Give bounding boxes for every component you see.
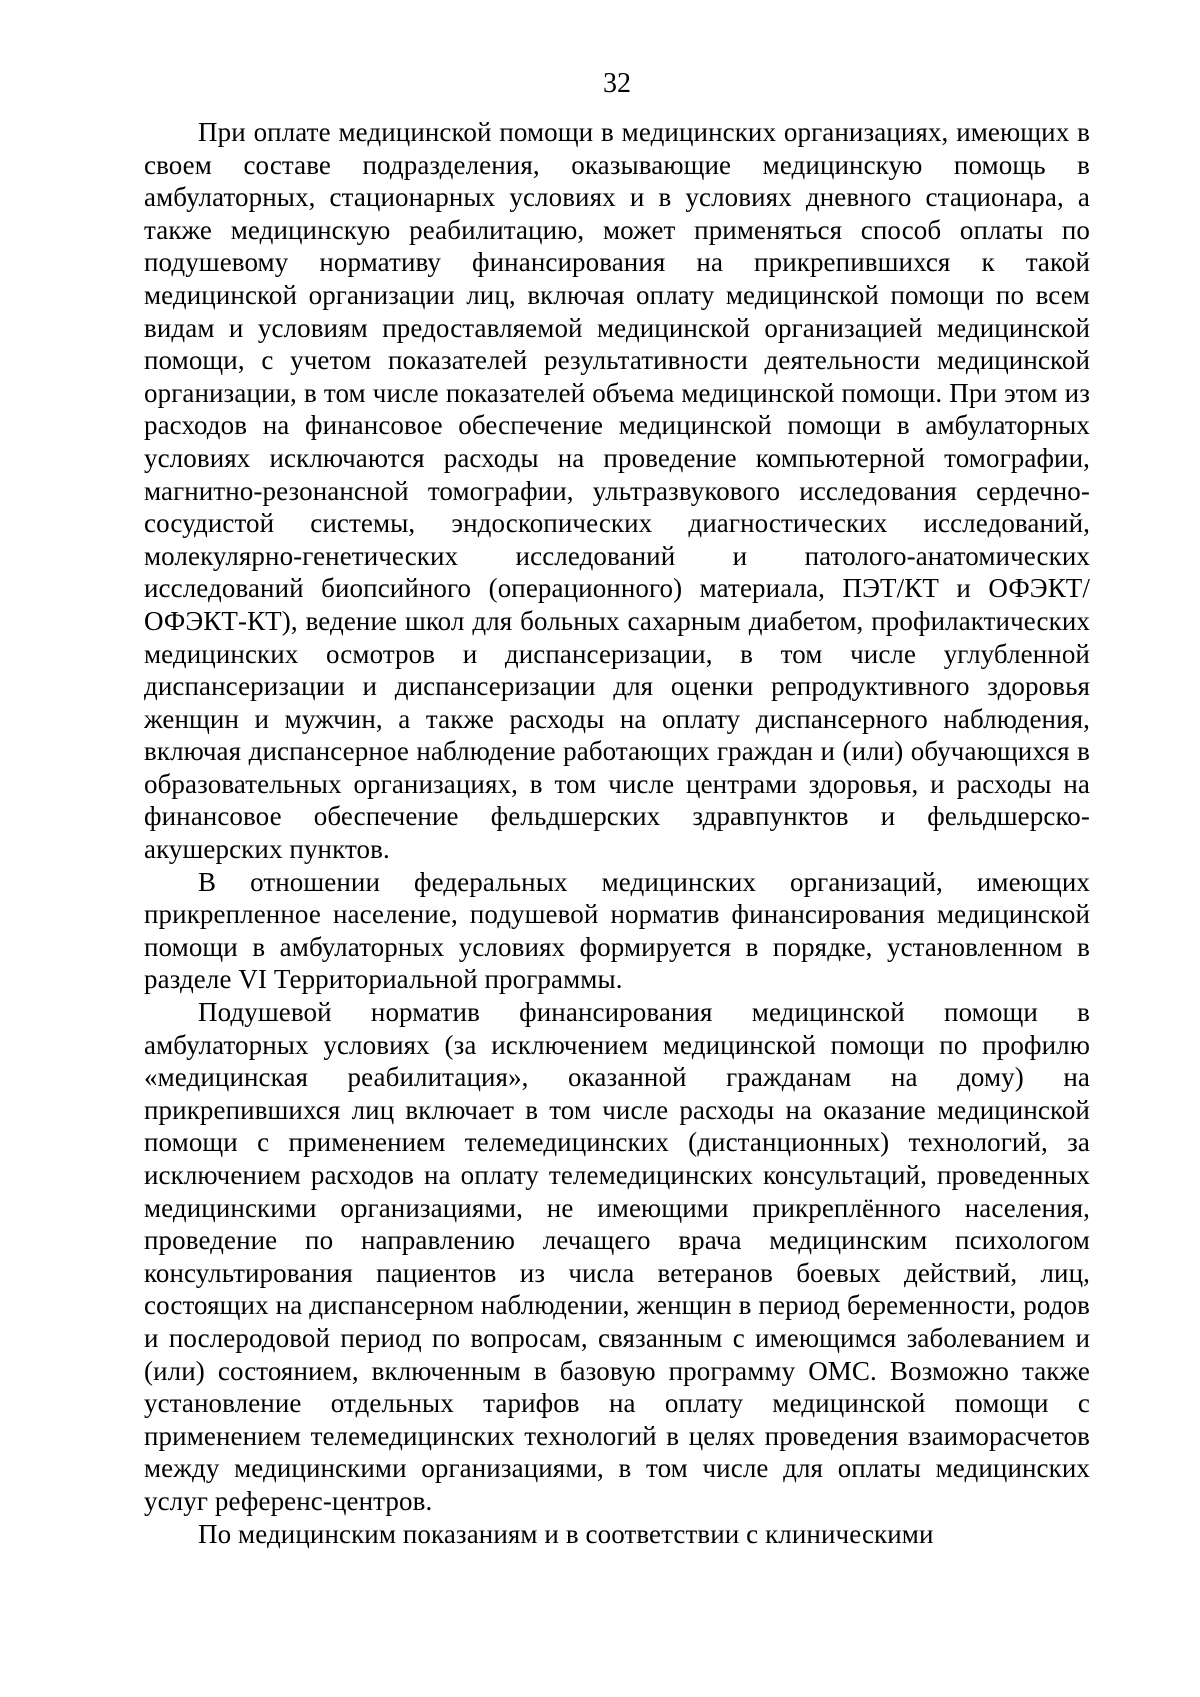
paragraph-capitation-payment: При оплате медицинской помощи в медицинских организациях, имеющих в своем составе подразделения, оказывающие медицинскую помощь в амбулаторных, стационарных условиях и в условиях дневного стационара, а также медицинскую реабилитацию, может применяться способ оплаты по подушевому нормативу финансирования на прикрепившихся к такой медицинской организации лиц, включая оплату медицинской помощи по всем видам и условиям предоставляемой медицинской организацией медицинской помощи, с учетом показателей результативности деятельности медицинской организации, в том числе показателей объема медицинской помощи. При этом из расходов на финансовое обеспечение медицинской помощи в амбулаторных условиях исключаются расходы на проведение компьютерной томографии, магнитно-резонансной томографии, ультразвукового исследования сердечно-сосудистой системы, эндоскопических диагностических исследований, молекулярно-генетических исследований и патолого-анатомических исследований биопсийного (операционного) материала, ПЭТ/КТ и ОФЭКТ/ОФЭКТ-КТ), ведение школ для больных сахарным диабетом, профилактических медицинских осмотров и диспансеризации, в том числе углубленной диспансеризации и диспансеризации для оценки репродуктивного здоровья женщин и мужчин, а также расходы на оплату диспансерного наблюдения, включая диспансерное наблюдение работающих граждан и (или) обучающихся в образовательных организациях, в том числе центрами здоровья, и расходы на финансовое обеспечение фельдшерских здравпунктов и фельдшерско-акушерских пунктов. bbox=[144, 117, 1090, 865]
paragraph-medical-indications: По медицинским показаниям и в соответствии с клиническими bbox=[198, 1518, 934, 1549]
page-number: 32 bbox=[603, 68, 631, 99]
paragraph-capitation-standard: Подушевой норматив финансирования медицинской помощи в амбулаторных условиях (за исключением медицинской помощи по профилю «медицинская реабилитация», оказанной гражданам на дому) на прикрепившихся лиц включает в том числе расходы на оказание медицинской помощи с применением телемедицинских (дистанционных) технологий, за исключением расходов на оплату телемедицинских консультаций, проведенных медицинскими организациями, не имеющими прикреплённого населения, проведение по направлению лечащего врача медицинским психологом консультирования пациентов из числа ветеранов боевых действий, лиц, состоящих на диспансерном наблюдении, женщин в период беременности, родов и послеродовой период по вопросам, связанным с имеющимся заболеванием и (или) состоянием, включенным в базовую программу ОМС. Возможно также установление отдельных тарифов на оплату медицинской помощи с применением телемедицинских технологий в целях проведения взаиморасчетов между медицинскими организациями, в том числе для оплаты медицинских услуг референс-центров. bbox=[144, 997, 1090, 1516]
paragraph-federal-organizations: В отношении федеральных медицинских организаций, имеющих прикрепленное население, подушевой норматив финансирования медицинской помощи в амбулаторных условиях формируется в порядке, установленном в разделе VI Территориальной программы. bbox=[144, 866, 1090, 995]
document-body bbox=[144, 116, 1090, 1550]
